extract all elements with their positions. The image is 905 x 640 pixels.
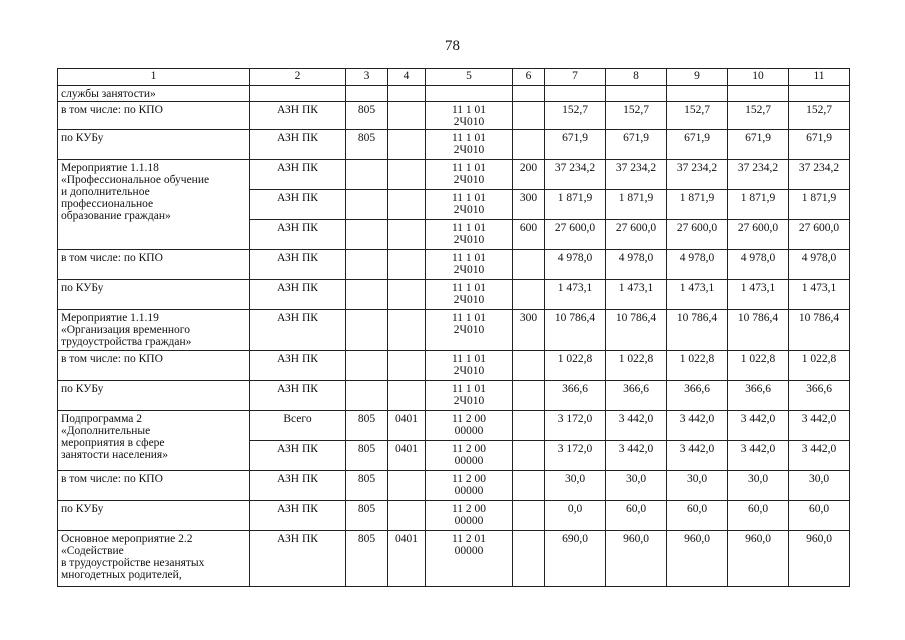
table-row — [58, 531, 850, 587]
admin-cell: АЗН ПК — [250, 441, 346, 471]
admin-cell: АЗН ПК — [250, 220, 346, 250]
column-header: 11 — [789, 69, 850, 86]
target-code-line: 2Ч010 — [453, 264, 485, 276]
row-label-line: «Дополнительные — [61, 425, 151, 437]
table-row — [58, 471, 850, 501]
amount-cell: 1 473,1 — [606, 280, 667, 310]
row-label-line: Основное мероприятие 2.2 — [61, 533, 193, 545]
table-row — [58, 351, 850, 381]
amount-cell: 366,6 — [728, 381, 789, 411]
column-header: 3 — [346, 69, 388, 86]
target-code-line: 11 1 01 — [451, 192, 487, 204]
amount-cell: 60,0 — [606, 501, 667, 531]
amount-cell: 0,0 — [545, 501, 606, 531]
table-row — [58, 250, 850, 280]
row-label-line: «Организация временного — [61, 324, 190, 336]
admin-cell: АЗН ПК — [250, 250, 346, 280]
target-code-line: 2Ч010 — [453, 204, 485, 216]
admin-cell: АЗН ПК — [250, 351, 346, 381]
row-label-cell — [58, 531, 250, 587]
amount-cell: 960,0 — [728, 531, 789, 587]
target-code-line: 11 1 01 — [451, 312, 487, 324]
amount-cell: 3 442,0 — [728, 411, 789, 441]
row-label-line: занятости населения» — [61, 449, 168, 461]
row-label-cell — [58, 160, 250, 250]
target-code-line: 11 1 01 — [451, 252, 487, 264]
section-cell — [388, 471, 426, 501]
target-code-cell — [426, 130, 513, 160]
target-code-line: 11 1 01 — [451, 162, 487, 174]
amount-cell: 671,9 — [545, 130, 606, 160]
amount-cell: 27 600,0 — [728, 220, 789, 250]
column-header: 2 — [250, 69, 346, 86]
row-label-cell — [58, 381, 250, 411]
row-label-line: по КУБу — [61, 132, 104, 144]
grbs-cell: 805 — [346, 531, 388, 587]
column-header: 1 — [58, 69, 250, 86]
amount-cell: 4 978,0 — [606, 250, 667, 280]
grbs-cell — [346, 381, 388, 411]
column-header: 4 — [388, 69, 426, 86]
table-row — [58, 102, 850, 130]
amount-cell: 960,0 — [606, 531, 667, 587]
amount-cell: 960,0 — [667, 531, 728, 587]
amount-cell: 3 442,0 — [667, 441, 728, 471]
target-code-cell — [426, 351, 513, 381]
row-label-line: в том числе: по КПО — [61, 473, 163, 485]
amount-cell: 27 600,0 — [545, 220, 606, 250]
target-code-line: 00000 — [454, 515, 484, 527]
target-code-cell — [426, 220, 513, 250]
section-cell — [388, 381, 426, 411]
expense-type-cell — [513, 471, 545, 501]
amount-cell: 3 442,0 — [606, 441, 667, 471]
amount-cell: 1 871,9 — [545, 190, 606, 220]
expense-type-cell — [513, 381, 545, 411]
grbs-cell — [346, 190, 388, 220]
grbs-cell: 805 — [346, 130, 388, 160]
column-header: 7 — [545, 69, 606, 86]
row-label-line: Мероприятие 1.1.19 — [61, 312, 159, 324]
section-cell — [388, 250, 426, 280]
grbs-cell — [346, 310, 388, 351]
target-code-line: 00000 — [454, 425, 484, 437]
table-row — [58, 381, 850, 411]
amount-cell: 1 022,8 — [789, 351, 850, 381]
expense-type-cell — [513, 250, 545, 280]
amount-cell: 1 473,1 — [545, 280, 606, 310]
amount-cell — [728, 86, 789, 102]
row-label-line: службы занятости» — [61, 88, 156, 100]
expense-type-cell — [513, 441, 545, 471]
target-code-line: 2Ч010 — [453, 324, 485, 336]
row-label-line: в том числе: по КПО — [61, 104, 163, 116]
amount-cell: 4 978,0 — [667, 250, 728, 280]
expense-type-cell — [513, 130, 545, 160]
target-code-line: 11 1 01 — [451, 104, 487, 116]
section-cell — [388, 130, 426, 160]
amount-cell: 671,9 — [606, 130, 667, 160]
amount-cell: 3 172,0 — [545, 441, 606, 471]
row-label-cell — [58, 130, 250, 160]
target-code-cell — [426, 190, 513, 220]
section-cell: 0401 — [388, 411, 426, 441]
expense-type-cell: 300 — [513, 310, 545, 351]
row-label-cell — [58, 310, 250, 351]
page-number: 78 — [445, 38, 460, 54]
amount-cell: 37 234,2 — [789, 160, 850, 190]
target-code-line: 11 2 01 — [451, 533, 487, 545]
expense-type-cell — [513, 280, 545, 310]
row-label-line: образование граждан» — [61, 210, 171, 222]
target-code-line: 00000 — [454, 485, 484, 497]
section-cell — [388, 280, 426, 310]
expense-type-cell — [513, 531, 545, 587]
amount-cell: 37 234,2 — [545, 160, 606, 190]
amount-cell: 10 786,4 — [789, 310, 850, 351]
grbs-cell: 805 — [346, 441, 388, 471]
target-code-line: 2Ч010 — [453, 174, 485, 186]
grbs-cell — [346, 280, 388, 310]
amount-cell: 3 442,0 — [606, 411, 667, 441]
target-code-line: 11 2 00 — [451, 473, 487, 485]
target-code-line: 11 2 00 — [451, 503, 487, 515]
table-row — [58, 86, 850, 102]
amount-cell: 1 473,1 — [789, 280, 850, 310]
amount-cell: 152,7 — [667, 102, 728, 130]
amount-cell: 10 786,4 — [606, 310, 667, 351]
amount-cell: 366,6 — [667, 381, 728, 411]
amount-cell: 3 442,0 — [789, 441, 850, 471]
row-label-line: по КУБу — [61, 383, 104, 395]
amount-cell — [667, 86, 728, 102]
row-label-cell — [58, 102, 250, 130]
target-code-line: 11 1 01 — [451, 222, 487, 234]
row-label-line: Подпрограмма 2 — [61, 413, 143, 425]
amount-cell — [545, 86, 606, 102]
amount-cell — [789, 86, 850, 102]
table-row — [58, 280, 850, 310]
amount-cell: 152,7 — [789, 102, 850, 130]
table-row — [58, 310, 850, 351]
target-code-cell — [426, 86, 513, 102]
table-row — [58, 501, 850, 531]
row-label-line: в трудоустройстве незанятых — [61, 557, 205, 569]
amount-cell: 671,9 — [728, 130, 789, 160]
target-code-line: 00000 — [454, 545, 484, 557]
section-cell — [388, 310, 426, 351]
amount-cell: 1 871,9 — [789, 190, 850, 220]
grbs-cell — [346, 351, 388, 381]
admin-cell: АЗН ПК — [250, 531, 346, 587]
amount-cell: 1 871,9 — [728, 190, 789, 220]
amount-cell: 30,0 — [606, 471, 667, 501]
target-code-line: 2Ч010 — [453, 294, 485, 306]
amount-cell: 152,7 — [606, 102, 667, 130]
target-code-cell — [426, 310, 513, 351]
row-label-line: мероприятия в сфере — [61, 437, 165, 449]
amount-cell: 3 442,0 — [789, 411, 850, 441]
grbs-cell: 805 — [346, 501, 388, 531]
row-label-line: и дополнительное — [61, 186, 150, 198]
amount-cell: 1 871,9 — [606, 190, 667, 220]
target-code-line: 2Ч010 — [453, 234, 485, 246]
admin-cell: АЗН ПК — [250, 381, 346, 411]
grbs-cell — [346, 86, 388, 102]
amount-cell: 27 600,0 — [789, 220, 850, 250]
row-label-line: по КУБу — [61, 503, 104, 515]
amount-cell: 1 022,8 — [728, 351, 789, 381]
admin-cell — [250, 86, 346, 102]
amount-cell: 1 473,1 — [728, 280, 789, 310]
grbs-cell — [346, 220, 388, 250]
expense-type-cell — [513, 501, 545, 531]
grbs-cell: 805 — [346, 471, 388, 501]
row-label-line: «Содействие — [61, 545, 124, 557]
table-row — [58, 160, 850, 190]
expense-type-cell: 200 — [513, 160, 545, 190]
amount-cell: 152,7 — [545, 102, 606, 130]
row-label-cell — [58, 280, 250, 310]
target-code-cell — [426, 501, 513, 531]
target-code-cell — [426, 411, 513, 441]
grbs-cell: 805 — [346, 102, 388, 130]
target-code-line: 2Ч010 — [453, 395, 485, 407]
admin-cell: АЗН ПК — [250, 102, 346, 130]
target-code-line: 11 2 00 — [451, 413, 487, 425]
amount-cell: 30,0 — [789, 471, 850, 501]
amount-cell: 37 234,2 — [667, 160, 728, 190]
amount-cell: 30,0 — [545, 471, 606, 501]
amount-cell: 27 600,0 — [606, 220, 667, 250]
target-code-line: 2Ч010 — [453, 365, 485, 377]
amount-cell: 1 022,8 — [606, 351, 667, 381]
expense-type-cell — [513, 86, 545, 102]
admin-cell: АЗН ПК — [250, 501, 346, 531]
grbs-cell: 805 — [346, 411, 388, 441]
section-cell — [388, 86, 426, 102]
amount-cell: 10 786,4 — [728, 310, 789, 351]
table-row — [58, 411, 850, 441]
amount-cell: 3 442,0 — [728, 441, 789, 471]
row-label-line: по КУБу — [61, 282, 104, 294]
amount-cell: 4 978,0 — [789, 250, 850, 280]
amount-cell: 690,0 — [545, 531, 606, 587]
target-code-line: 11 1 01 — [451, 132, 487, 144]
admin-cell: АЗН ПК — [250, 190, 346, 220]
expense-type-cell — [513, 351, 545, 381]
amount-cell: 30,0 — [728, 471, 789, 501]
amount-cell: 60,0 — [728, 501, 789, 531]
amount-cell: 27 600,0 — [667, 220, 728, 250]
row-label-cell — [58, 501, 250, 531]
amount-cell: 60,0 — [789, 501, 850, 531]
column-header: 6 — [513, 69, 545, 86]
column-header: 9 — [667, 69, 728, 86]
table-row — [58, 130, 850, 160]
admin-cell: АЗН ПК — [250, 160, 346, 190]
section-cell: 0401 — [388, 441, 426, 471]
row-label-line: в том числе: по КПО — [61, 252, 163, 264]
budget-table — [57, 68, 850, 587]
amount-cell: 1 473,1 — [667, 280, 728, 310]
target-code-line: 11 1 01 — [451, 282, 487, 294]
amount-cell: 671,9 — [789, 130, 850, 160]
admin-cell: Всего — [250, 411, 346, 441]
row-label-line: «Профессиональное обучение — [61, 174, 210, 186]
amount-cell: 366,6 — [545, 381, 606, 411]
row-label-cell — [58, 250, 250, 280]
expense-type-cell: 300 — [513, 190, 545, 220]
target-code-cell — [426, 250, 513, 280]
expense-type-cell — [513, 102, 545, 130]
target-code-cell — [426, 160, 513, 190]
amount-cell: 1 022,8 — [667, 351, 728, 381]
target-code-line: 11 1 01 — [451, 383, 487, 395]
target-code-line: 00000 — [454, 455, 484, 467]
row-label-cell — [58, 351, 250, 381]
expense-type-cell — [513, 411, 545, 441]
column-header: 10 — [728, 69, 789, 86]
admin-cell: АЗН ПК — [250, 130, 346, 160]
amount-cell: 1 022,8 — [545, 351, 606, 381]
amount-cell: 4 978,0 — [728, 250, 789, 280]
amount-cell: 37 234,2 — [606, 160, 667, 190]
section-cell — [388, 102, 426, 130]
header-row — [58, 69, 850, 86]
amount-cell: 3 442,0 — [667, 411, 728, 441]
section-cell: 0401 — [388, 531, 426, 587]
row-label-line: Мероприятие 1.1.18 — [61, 162, 159, 174]
row-label-line: многодетных родителей, — [61, 569, 182, 581]
target-code-line: 11 2 00 — [451, 443, 487, 455]
row-label-cell — [58, 411, 250, 471]
amount-cell: 30,0 — [667, 471, 728, 501]
amount-cell: 671,9 — [667, 130, 728, 160]
target-code-line: 2Ч010 — [453, 116, 485, 128]
column-header: 8 — [606, 69, 667, 86]
target-code-cell — [426, 381, 513, 411]
target-code-cell — [426, 441, 513, 471]
section-cell — [388, 220, 426, 250]
section-cell — [388, 160, 426, 190]
row-label-line: трудоустройства граждан» — [61, 336, 192, 348]
target-code-line: 11 1 01 — [451, 353, 487, 365]
amount-cell: 4 978,0 — [545, 250, 606, 280]
row-label-cell — [58, 471, 250, 501]
row-label-line: профессиональное — [61, 198, 154, 210]
amount-cell: 3 172,0 — [545, 411, 606, 441]
grbs-cell — [346, 160, 388, 190]
amount-cell: 60,0 — [667, 501, 728, 531]
amount-cell: 10 786,4 — [545, 310, 606, 351]
row-label-line: в том числе: по КПО — [61, 353, 163, 365]
amount-cell: 960,0 — [789, 531, 850, 587]
section-cell — [388, 190, 426, 220]
section-cell — [388, 501, 426, 531]
target-code-line: 2Ч010 — [453, 144, 485, 156]
target-code-cell — [426, 471, 513, 501]
admin-cell: АЗН ПК — [250, 471, 346, 501]
amount-cell: 37 234,2 — [728, 160, 789, 190]
target-code-cell — [426, 280, 513, 310]
amount-cell: 10 786,4 — [667, 310, 728, 351]
target-code-cell — [426, 102, 513, 130]
grbs-cell — [346, 250, 388, 280]
amount-cell: 1 871,9 — [667, 190, 728, 220]
admin-cell: АЗН ПК — [250, 310, 346, 351]
section-cell — [388, 351, 426, 381]
amount-cell: 366,6 — [789, 381, 850, 411]
amount-cell: 152,7 — [728, 102, 789, 130]
amount-cell — [606, 86, 667, 102]
column-header: 5 — [426, 69, 513, 86]
target-code-cell — [426, 531, 513, 587]
expense-type-cell: 600 — [513, 220, 545, 250]
amount-cell: 366,6 — [606, 381, 667, 411]
admin-cell: АЗН ПК — [250, 280, 346, 310]
row-label-cell — [58, 86, 250, 102]
